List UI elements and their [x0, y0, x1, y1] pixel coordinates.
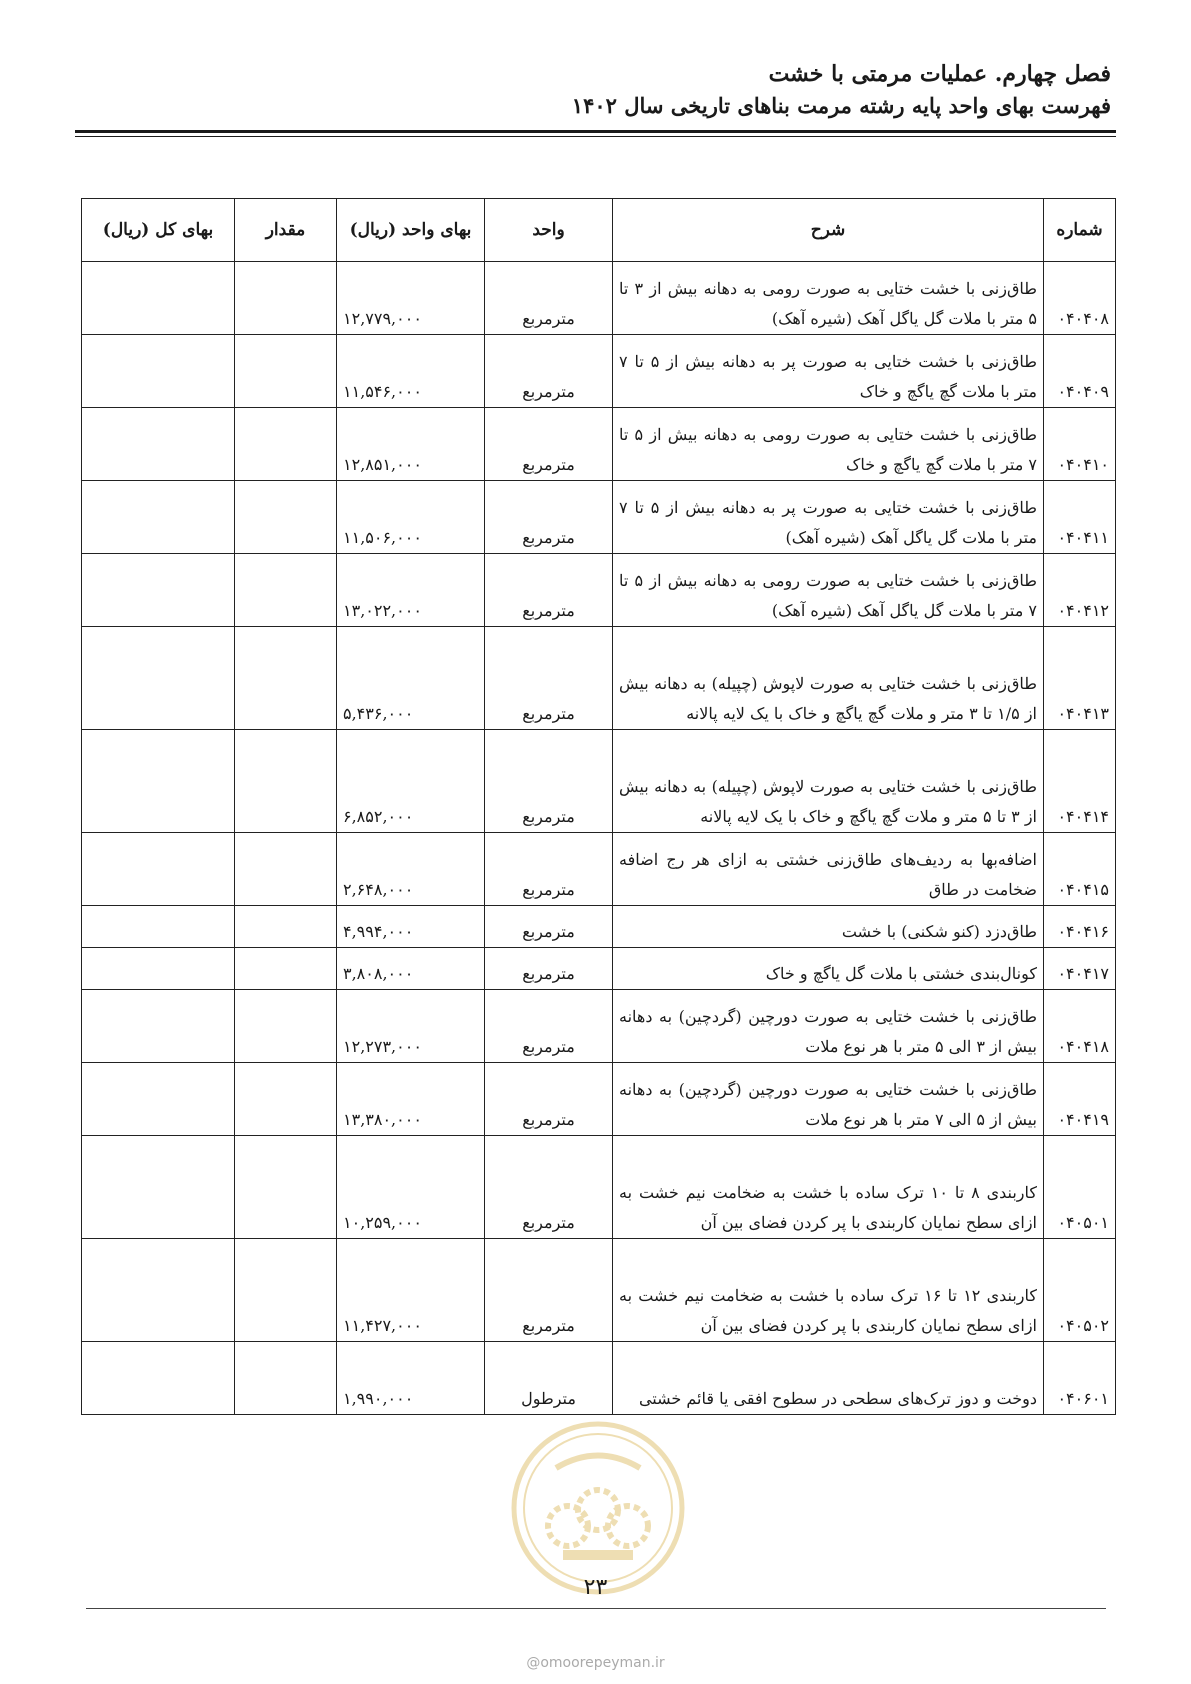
table-row — [82, 335, 1116, 408]
item-unit-price: ۱۰,۲۵۹,۰۰۰ — [337, 1136, 485, 1239]
item-code: ۰۴۰۴۰۹ — [1044, 335, 1116, 408]
item-unit: مترمربع — [485, 1136, 613, 1239]
item-unit: مترمربع — [485, 335, 613, 408]
table-row — [82, 1136, 1116, 1239]
item-total-price — [82, 481, 235, 554]
item-unit-price: ۳,۸۰۸,۰۰۰ — [337, 948, 485, 990]
item-total-price — [82, 408, 235, 481]
table-row — [82, 1239, 1116, 1342]
item-quantity — [235, 262, 337, 335]
header-rule-thin — [75, 136, 1116, 137]
item-unit-price: ۱۱,۴۲۷,۰۰۰ — [337, 1239, 485, 1342]
footer-rule — [86, 1608, 1106, 1609]
header-rule — [75, 130, 1116, 133]
footer-site-handle: @omoorepeyman.ir — [526, 1655, 665, 1671]
item-code: ۰۴۰۴۱۴ — [1044, 730, 1116, 833]
item-description: کونال‌بندی خشتی با ملات گل یاگچ و خاک — [613, 948, 1044, 990]
item-quantity — [235, 833, 337, 906]
item-unit-price: ۶,۸۵۲,۰۰۰ — [337, 730, 485, 833]
item-unit-price: ۱۱,۵۰۶,۰۰۰ — [337, 481, 485, 554]
column-header-total-price: بهای کل (ریال) — [82, 199, 235, 262]
item-total-price — [82, 948, 235, 990]
item-unit-price: ۱۳,۰۲۲,۰۰۰ — [337, 554, 485, 627]
item-unit-price: ۱۲,۸۵۱,۰۰۰ — [337, 408, 485, 481]
table-row — [82, 730, 1116, 833]
item-description: طاق‌زنی با خشت ختایی به صورت پر به دهانه بیش از ۵ تا ۷ متر با ملات گل یاگل آهک (شیره آهک) — [613, 481, 1044, 554]
item-total-price — [82, 1063, 235, 1136]
item-unit: مترمربع — [485, 833, 613, 906]
table-header-row — [82, 199, 1116, 262]
column-header-quantity: مقدار — [235, 199, 337, 262]
item-unit-price: ۵,۴۳۶,۰۰۰ — [337, 627, 485, 730]
watermark-seal-icon — [508, 1418, 688, 1598]
item-code: ۰۴۰۶۰۱ — [1044, 1342, 1116, 1415]
item-unit: مترمربع — [485, 906, 613, 948]
item-total-price — [82, 990, 235, 1063]
item-code: ۰۴۰۴۱۵ — [1044, 833, 1116, 906]
item-total-price — [82, 262, 235, 335]
item-total-price — [82, 1342, 235, 1415]
item-quantity — [235, 1136, 337, 1239]
item-quantity — [235, 990, 337, 1063]
item-unit: مترمربع — [485, 262, 613, 335]
item-quantity — [235, 627, 337, 730]
item-code: ۰۴۰۴۱۸ — [1044, 990, 1116, 1063]
item-unit: مترمربع — [485, 481, 613, 554]
item-code: ۰۴۰۴۱۰ — [1044, 408, 1116, 481]
page-number: ۲۳ — [583, 1575, 608, 1600]
item-unit: مترمربع — [485, 408, 613, 481]
item-quantity — [235, 335, 337, 408]
item-code: ۰۴۰۵۰۱ — [1044, 1136, 1116, 1239]
item-description: طاق‌زنی با خشت ختایی به صورت پر به دهانه بیش از ۵ تا ۷ متر با ملات گچ یاگچ و خاک — [613, 335, 1044, 408]
item-code: ۰۴۰۵۰۲ — [1044, 1239, 1116, 1342]
item-quantity — [235, 1063, 337, 1136]
item-total-price — [82, 335, 235, 408]
item-unit: مترمربع — [485, 1063, 613, 1136]
item-code: ۰۴۰۴۱۲ — [1044, 554, 1116, 627]
item-unit-price: ۱,۹۹۰,۰۰۰ — [337, 1342, 485, 1415]
chapter-title: فصل چهارم. عملیات مرمتی با خشت — [768, 61, 1111, 87]
item-code: ۰۴۰۴۱۳ — [1044, 627, 1116, 730]
column-header-unit: واحد — [485, 199, 613, 262]
item-unit-price: ۱۳,۳۸۰,۰۰۰ — [337, 1063, 485, 1136]
item-total-price — [82, 730, 235, 833]
item-unit-price: ۱۱,۵۴۶,۰۰۰ — [337, 335, 485, 408]
item-quantity — [235, 730, 337, 833]
item-description: طاق‌زنی با خشت ختایی به صورت رومی به دهانه بیش از ۳ تا ۵ متر با ملات گل یاگل آهک (شیره آهک) — [613, 262, 1044, 335]
table-row — [82, 833, 1116, 906]
item-quantity — [235, 906, 337, 948]
page-header — [572, 58, 1111, 122]
item-unit: مترمربع — [485, 948, 613, 990]
table-row — [82, 481, 1116, 554]
item-quantity — [235, 481, 337, 554]
item-code: ۰۴۰۴۱۷ — [1044, 948, 1116, 990]
item-description: طاق‌زنی با خشت ختایی به صورت لاپوش (چپیله) به دهانه بیش از ۳ تا ۵ متر و ملات گچ یاگچ و خاک با یک لایه پالانه — [613, 730, 1044, 833]
table-row — [82, 627, 1116, 730]
column-header-unit-price: بهای واحد (ریال) — [337, 199, 485, 262]
item-description: طاق‌دزد (کنو شکنی) با خشت — [613, 906, 1044, 948]
item-unit: مترطول — [485, 1342, 613, 1415]
item-unit: مترمربع — [485, 730, 613, 833]
table-row — [82, 408, 1116, 481]
item-unit-price: ۱۲,۲۷۳,۰۰۰ — [337, 990, 485, 1063]
item-code: ۰۴۰۴۱۶ — [1044, 906, 1116, 948]
item-description: اضافه‌بها به ردیف‌های طاق‌زنی خشتی به ازای هر رج اضافه ضخامت در طاق — [613, 833, 1044, 906]
column-header-description: شرح — [613, 199, 1044, 262]
item-unit: مترمربع — [485, 990, 613, 1063]
table-row — [82, 948, 1116, 990]
column-header-code: شماره — [1044, 199, 1116, 262]
table-row — [82, 262, 1116, 335]
item-description: طاق‌زنی با خشت ختایی به صورت رومی به دهانه بیش از ۵ تا ۷ متر با ملات گل یاگل آهک (شیره آهک) — [613, 554, 1044, 627]
item-description: کاربندی ۸ تا ۱۰ ترک ساده با خشت به ضخامت نیم خشت به ازای سطح نمایان کاربندی با پر کردن فضای بین آن — [613, 1136, 1044, 1239]
item-unit: مترمربع — [485, 1239, 613, 1342]
item-description: طاق‌زنی با خشت ختایی به صورت دورچین (گردچین) به دهانه بیش از ۵ الی ۷ متر با هر نوع ملات — [613, 1063, 1044, 1136]
item-quantity — [235, 1239, 337, 1342]
item-description: طاق‌زنی با خشت ختایی به صورت دورچین (گردچین) به دهانه بیش از ۳ الی ۵ متر با هر نوع ملات — [613, 990, 1044, 1063]
table-row — [82, 554, 1116, 627]
item-unit: مترمربع — [485, 554, 613, 627]
item-unit-price: ۱۲,۷۷۹,۰۰۰ — [337, 262, 485, 335]
item-unit-price: ۲,۶۴۸,۰۰۰ — [337, 833, 485, 906]
table-row — [82, 1063, 1116, 1136]
item-quantity — [235, 1342, 337, 1415]
item-total-price — [82, 833, 235, 906]
item-description: کاربندی ۱۲ تا ۱۶ ترک ساده با خشت به ضخامت نیم خشت به ازای سطح نمایان کاربندی با پر کردن فضای بین آن — [613, 1239, 1044, 1342]
item-description: طاق‌زنی با خشت ختایی به صورت رومی به دهانه بیش از ۵ تا ۷ متر با ملات گچ یاگچ و خاک — [613, 408, 1044, 481]
item-quantity — [235, 948, 337, 990]
item-total-price — [82, 554, 235, 627]
item-description: طاق‌زنی با خشت ختایی به صورت لاپوش (چپیله) به دهانه بیش از ۱/۵ تا ۳ متر و ملات گچ یاگچ و خاک با یک لایه پالانه — [613, 627, 1044, 730]
item-code: ۰۴۰۴۱۹ — [1044, 1063, 1116, 1136]
item-description: دوخت و دوز ترک‌های سطحی در سطوح افقی یا قائم خشتی — [613, 1342, 1044, 1415]
table-row — [82, 990, 1116, 1063]
table-row — [82, 906, 1116, 948]
price-list-table — [81, 198, 1116, 1415]
item-unit-price: ۴,۹۹۴,۰۰۰ — [337, 906, 485, 948]
item-total-price — [82, 906, 235, 948]
item-total-price — [82, 1136, 235, 1239]
item-total-price — [82, 1239, 235, 1342]
item-code: ۰۴۰۴۱۱ — [1044, 481, 1116, 554]
document-subtitle: فهرست بهای واحد پایه رشته مرمت بناهای تاریخی سال ۱۴۰۲ — [571, 93, 1111, 118]
table-row — [82, 1342, 1116, 1415]
item-quantity — [235, 408, 337, 481]
item-quantity — [235, 554, 337, 627]
item-total-price — [82, 627, 235, 730]
item-unit: مترمربع — [485, 627, 613, 730]
item-code: ۰۴۰۴۰۸ — [1044, 262, 1116, 335]
